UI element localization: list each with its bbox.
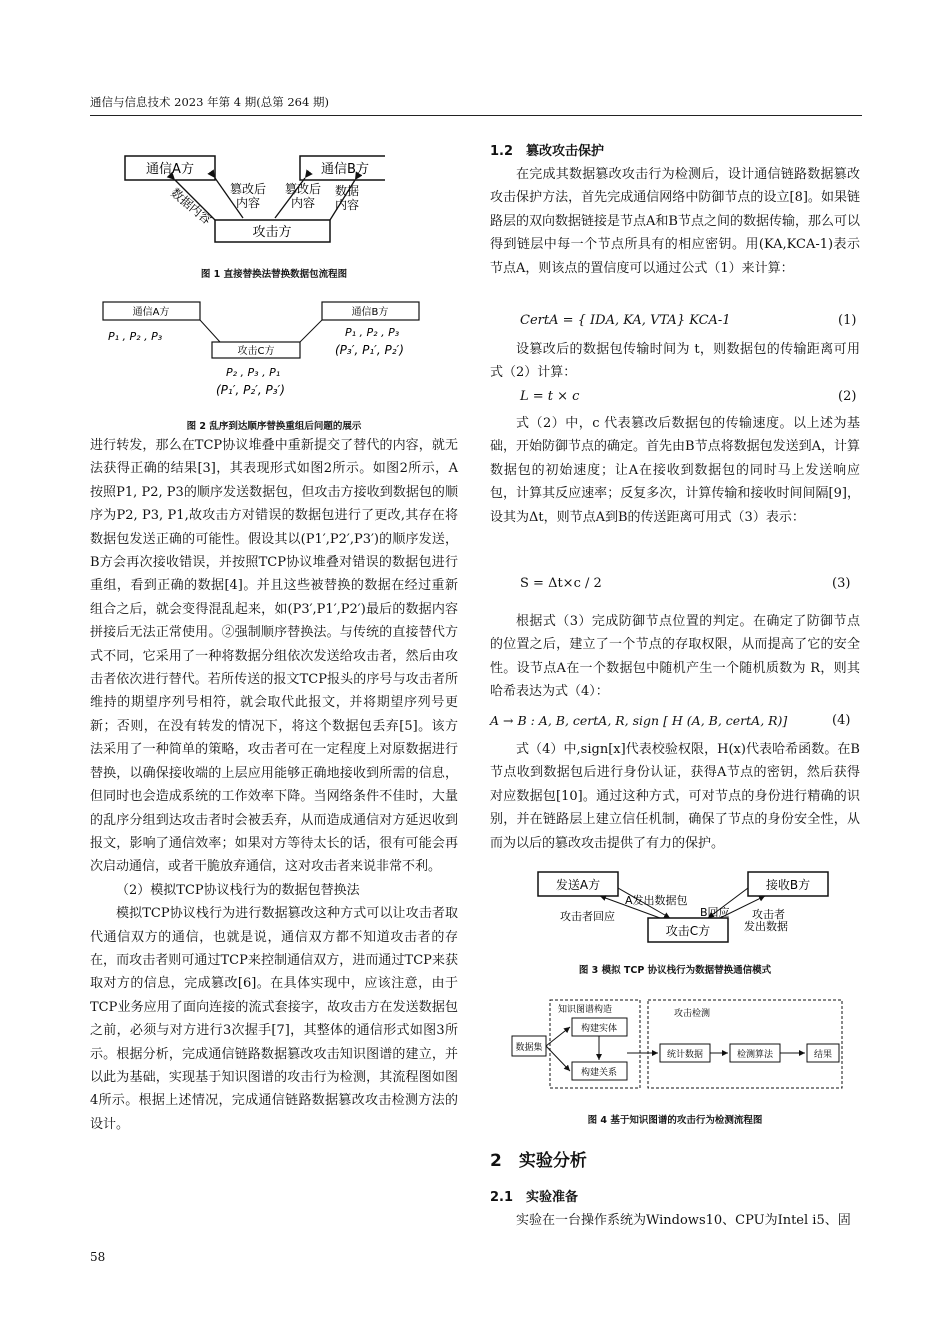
svg-text:统计数据: 统计数据 — [666, 1050, 704, 1060]
running-header: 通信与信息技术 2023 年第 4 期(总第 264 期) — [90, 95, 329, 109]
paragraph: 模拟TCP协议栈行为进行数据篡改这种方式可以让攻击者取代通信双方的通信，也就是说，通信双方都不知道攻击者的存在，而攻击者则可通过TCP来控制通信双方，进而通过TCP来获取对方的信息，完成篡改[6]。在具体实现中，应该注意，由于TCP业务应用了面向连接的流式套接字，故攻击方在发送数据包之前，必须与对方进行3次握手[7]，其整体的通信形式如图3所示。根据分析，完成通信链路数据篡改攻击知识图谱的建立，并以此为基础，实现基于知识图谱的攻击行为检测，其流程图如图4所示。根据上述情况，完成通信链路数据篡改攻击检测方法的设计。 — [90, 906, 458, 1132]
equation-4: A → B : A, B, certA, R, sign [ H (A, B, certA, R)] — [490, 713, 788, 728]
svg-text:构建关系: 构建关系 — [580, 1068, 618, 1078]
svg-text:(P₁′, P₂′, P₃′): (P₁′, P₂′, P₃′) — [216, 383, 285, 397]
paragraph: （2）模拟TCP协议栈行为的数据包替换法 — [116, 882, 360, 898]
svg-text:数据内容: 数据内容 — [168, 185, 214, 228]
paragraph: 式（2）中，c 代表篡改后数据包的传输速度。以上述为基础，开始防御节点的确定。首先由B节点将数据包发送到A，计算数据包的初始速度；让A在接收到数据包的同时马上发送响应包，计算其反应速率；反复多次，计算传输和接收时间间隔[9]，设其为Δt，则节点A到B的传送距离可用式（3）表示： — [490, 416, 860, 525]
svg-text:数据: 数据 — [334, 184, 360, 198]
svg-text:攻击者回应: 攻击者回应 — [560, 910, 615, 923]
svg-text:内容: 内容 — [290, 196, 316, 210]
left-column — [90, 434, 458, 1136]
figure-1 — [115, 150, 385, 250]
page-number: 58 — [90, 1250, 106, 1264]
svg-text:攻击C方: 攻击C方 — [237, 346, 275, 357]
svg-text:攻击C方: 攻击C方 — [665, 924, 711, 938]
equation-2: L = t × c — [520, 389, 580, 404]
svg-text:攻击者: 攻击者 — [752, 908, 785, 921]
svg-text:P₂ , P₃ , P₁: P₂ , P₃ , P₁ — [226, 366, 281, 379]
section-2-heading: 2 实验分析 — [490, 1151, 587, 1171]
svg-text:篡改后: 篡改后 — [229, 182, 267, 196]
figure-1-caption: 图 1 直接替换法替换数据包流程图 — [200, 269, 348, 280]
header-rule — [90, 115, 862, 116]
figure-2 — [100, 296, 420, 404]
svg-text:(P₃′, P₁′, P₂′): (P₃′, P₁′, P₂′) — [335, 343, 404, 357]
svg-text:数据集: 数据集 — [515, 1043, 543, 1053]
svg-text:结果: 结果 — [813, 1050, 833, 1060]
section-2-1-heading: 2.1 实验准备 — [490, 1190, 579, 1205]
svg-text:通信A方: 通信A方 — [132, 307, 170, 318]
svg-text:发送A方: 发送A方 — [555, 878, 601, 892]
paragraph: 根据式（3）完成防御节点位置的判定。在确定了防御节点的位置之后，建立了一个节点的存取权限，从而提高了它的安全性。设节点A在一个数据包中随机产生一个随机质数为 R，则其哈希表达为式（4）： — [490, 614, 860, 700]
svg-text:B回应: B回应 — [700, 906, 730, 919]
figure-3-caption: 图 3 模拟 TCP 协议栈行为数据替换通信模式 — [578, 965, 772, 976]
svg-text:P₁ , P₂ , P₃: P₁ , P₂ , P₃ — [345, 326, 400, 339]
svg-text:检测算法: 检测算法 — [736, 1050, 774, 1060]
svg-text:攻击检测: 攻击检测 — [674, 1009, 711, 1019]
paragraph: 设篡改后的数据包传输时间为 t，则数据包的传输距离可用式（2）计算： — [490, 342, 860, 381]
svg-text:知识图谱构造: 知识图谱构造 — [558, 1005, 613, 1015]
equation-3: S = Δt×c / 2 — [520, 576, 602, 591]
svg-text:P₁ , P₂ , P₃: P₁ , P₂ , P₃ — [108, 330, 163, 343]
figure-4 — [510, 996, 845, 1092]
svg-text:内容: 内容 — [334, 198, 360, 212]
figure-4-caption: 图 4 基于知识图谱的攻击行为检测流程图 — [587, 1115, 763, 1126]
svg-text:构建实体: 构建实体 — [580, 1024, 618, 1034]
right-column — [490, 163, 860, 280]
svg-text:通信B方: 通信B方 — [351, 307, 389, 318]
svg-text:篡改后: 篡改后 — [284, 182, 322, 196]
figure-3 — [530, 868, 830, 946]
paragraph: 进行转发，那么在TCP协议堆叠中重新提交了替代的内容，就无法获得正确的结果[3]，其表现形式如图2所示。如图2所示，A按照P1, P2, P3的顺序发送数据包，但攻击方接收到数据包的顺序为P2, P3, P1,故攻击方对错误的数据包进行了更改,其存在将数据包发送正确的可能性。假设其以(P1′,P2′,P3′)的顺序发送，B方会再次接收错误，并按照TCP协议堆叠对错误的数据包进行重组，看到正确的数据[4]。并且这些被替换的数据在经过重新组合之后，就会变得混乱起来，如(P3′,P1′,P2′)最后的数据内容拼接后无法正常使用。②强制顺序替换法。与传统的直接替代方式不同，它采用了一种将数据分组依次发送给攻击者，然后由攻击者依次进行替代。若所传送的报文TCP报头的序号与攻击者所维持的期望序列号相符，就会取代此报文，并将期望序列号更新；否则，在没有转发的情况下，将这个数据包丢弃[5]。该方法采用了一种简单的策略，攻击者可在一定程度上对原数据进行替换，以确保接收端的上层应用能够正确地接收到所需的信息，但同时也会造成系统的工作效率下降。当网络条件不佳时，大量的乱序分组到达攻击者时会被丢弃，从而造成通信对方延迟收到报文，影响了通信效率；如果对方等待太长的话，很有可能会再次启动通信，或者干脆放弃通信，这对攻击者来说非常不利。 — [90, 438, 458, 875]
fig1-box-a: 通信A方 — [146, 162, 194, 177]
svg-text:A发出数据包: A发出数据包 — [625, 894, 688, 907]
svg-text:接收B方: 接收B方 — [765, 878, 811, 892]
fig1-box-c: 攻击方 — [252, 225, 292, 240]
paragraph: 在完成其数据篡改攻击行为检测后，设计通信链路数据篡改攻击保护方法，首先完成通信网络中防御节点的设立[8]。如果链路层的双向数据链接是节点A和B节点之间的数据传输，那么可以得到链层中每一个节点所具有的相应密钥。用(KA,KCA-1)表示节点A，则该点的置信度可以通过公式（1）来计算： — [490, 167, 860, 276]
equation-1: CertA = { IDA, KA, VTA} KCA-1 — [520, 313, 731, 328]
fig1-box-b: 通信B方 — [321, 162, 369, 177]
paragraph: 实验在一台操作系统为Windows10、CPU为Intel i5、固 — [516, 1213, 851, 1228]
paragraph: 式（4）中,sign[x]代表校验权限，H(x)代表哈希函数。在B节点收到数据包后进行身份认证，获得A节点的密钥，然后获得对应数据包[10]。通过这种方式，可对节点的身份进行精确的识别，并在链路层上建立信任机制，确保了节点的身份安全性，从而为以后的篡改攻击提供了有力的保护。 — [490, 742, 860, 851]
svg-text:内容: 内容 — [235, 196, 261, 210]
svg-text:发出数据: 发出数据 — [744, 920, 788, 933]
figure-2-caption: 图 2 乱序到达顺序替换重组后问题的展示 — [186, 421, 362, 432]
section-1-2-heading: 1.2 篡改攻击保护 — [490, 144, 605, 159]
